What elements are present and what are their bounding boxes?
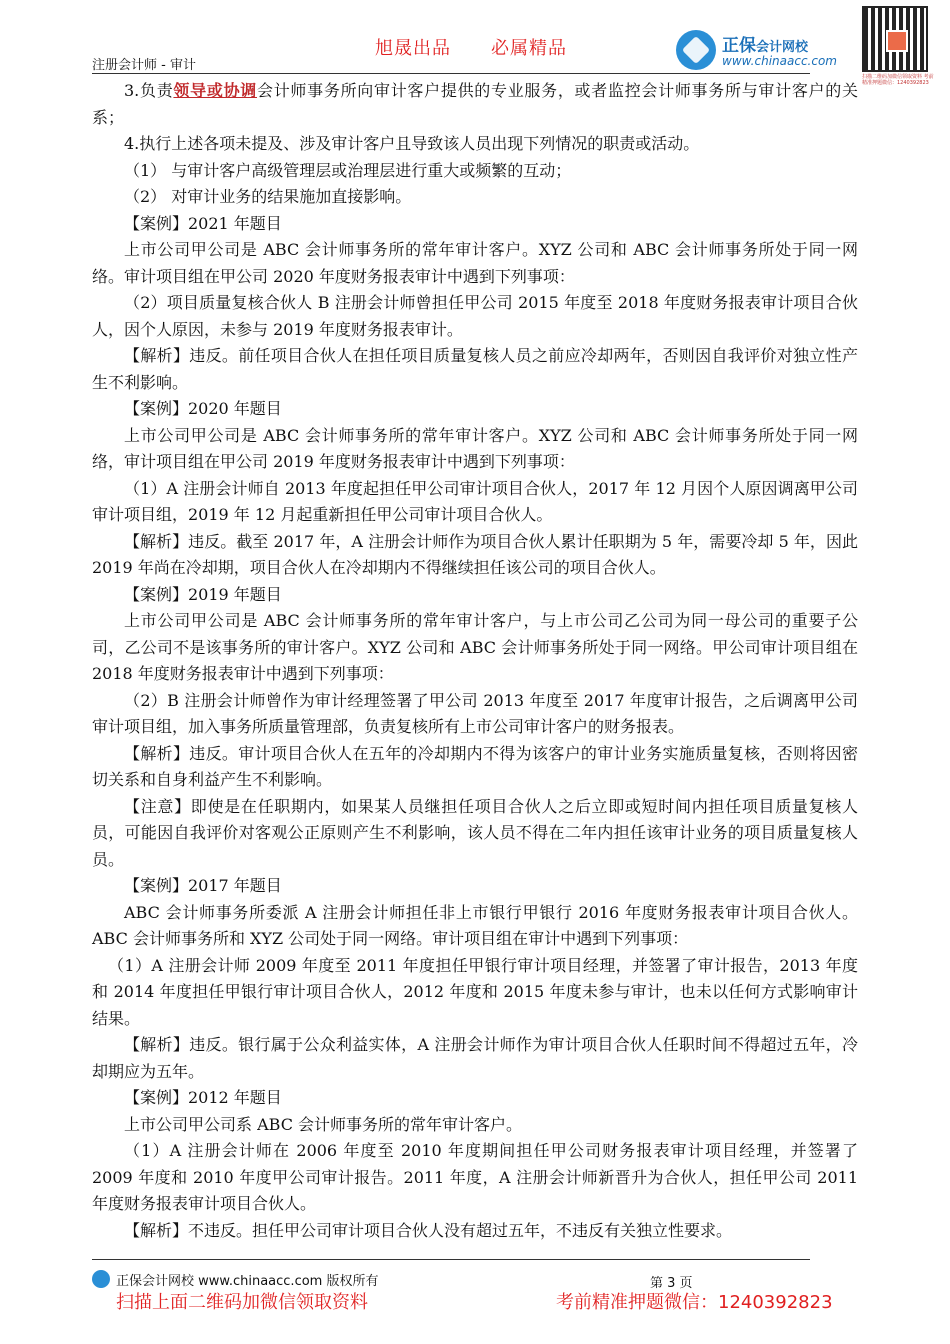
paragraph: 4.执行上述各项未提及、涉及审计客户且导致该人员出现下列情况的职责或活动。 [124,134,700,153]
paragraph [92,78,858,131]
paragraph: 上市公司甲公司是 ABC 会计师事务所的常年审计客户，与上市公司乙公司为同一母公司的重要子公司，乙公司不是该事务所的审计客户。XYZ 公司和 ABC 会计师事务所处于同一网络。甲公司审计项目组在 2018 年度财务报表审计中遇到下列事项： [92,611,858,683]
case-title: 【案例】2012 年题目 [124,1088,282,1107]
logo-url: www.chinaacc.com [722,54,837,68]
footer-logo-icon [92,1270,110,1288]
highlight-link[interactable]: 领导或协调 [173,81,257,100]
qr-caption: 扫描二维码加微信领取资料 考前精准押题微信：1240392823 [862,74,934,86]
case-title: 【案例】2019 年题目 [124,584,282,604]
text-span: 3.负责 [124,81,174,100]
case-title: 【案例】2017 年题目 [124,876,282,895]
case-title: 【案例】2020 年题目 [124,399,282,418]
logo-mark-icon [676,30,716,70]
footer-scan-text: 扫描上面二维码加微信领取资料 [116,1292,368,1313]
analysis: 【解析】违反。审计项目合伙人在五年的冷却期内不得为该客户的审计业务实施质量复核，否则将因密切关系和自身利益产生不利影响。 [92,743,858,789]
paragraph: 上市公司甲公司是 ABC 会计师事务所的常年审计客户。XYZ 公司和 ABC 会计师事务所处于同一网络，审计项目组在甲公司 2019 年度财务报表审计中遇到下列事项： [92,425,858,471]
paragraph: （1）A 注册会计师在 2006 年度至 2010 年度期间担任甲公司财务报表审计项目经理，并签署了 2009 年度和 2010 年度甲公司审计报告。2011 年度，A 注册会计师新晋升为合伙人，担任甲公司 2011 年度财务报表审计项目合伙人。 [92,1141,858,1213]
paragraph: （2） 对审计业务的结果施加直接影响。 [124,187,412,206]
paragraph: 上市公司甲公司系 ABC 会计师事务所的常年审计客户。 [124,1114,523,1134]
paragraph: （1）A 注册会计师 2009 年度至 2011 年度担任甲银行审计项目经理，并签署了审计报告，2013 年度和 2014 年度担任甲银行审计项目合伙人，2012 年度和 2015 年度未参与审计，也未以任何方式影响审计结果。 [92,955,858,1028]
brand-logo [676,28,846,74]
document-subtitle: 注册会计师 - 审计 [92,58,196,73]
slogan-left: 旭晟出品 [375,38,451,59]
paragraph: ABC 会计师事务所委派 A 注册会计师担任非上市银行甲银行 2016 年度财务报表审计项目合伙人。ABC 会计师事务所和 XYZ 公司处于同一网络。审计项目组在审计中遇到下列事项： [92,902,858,948]
paragraph: （2）项目质量复核合伙人 B 注册会计师曾担任甲公司 2015 年度至 2018 年度财务报表审计项目合伙人，因个人原因，未参与 2019 年度财务报表审计。 [92,293,858,339]
footer-copyright: 正保会计网校 www.chinaacc.com 版权所有 [116,1274,379,1289]
analysis: 【解析】违反。银行属于公众利益实体，A 注册会计师作为审计项目合伙人任职时间不得超过五年，冷却期应为五年。 [92,1035,858,1081]
logo-name: 正保 [722,36,756,56]
qr-badge-icon [886,30,908,52]
analysis: 【解析】违反。截至 2017 年，A 注册会计师作为项目合伙人累计任职期为 5 年，需要冷却 5 年，因此 2019 年尚在冷却期，项目合伙人在冷却期内不得继续担任该公司的项目合伙人。 [92,531,858,577]
paragraph: （2）B 注册会计师曾作为审计经理签署了甲公司 2013 年度至 2017 年度审计报告，之后调离甲公司审计项目组，加入事务所质量管理部，负责复核所有上市公司审计客户的财务报表。 [92,690,858,736]
paragraph: 上市公司甲公司是 ABC 会计师事务所的常年审计客户。XYZ 公司和 ABC 会计师事务所处于同一网络。审计项目组在甲公司 2020 年度财务报表审计中遇到下列事项： [92,240,858,286]
paragraph: （1） 与审计客户高级管理层或治理层进行重大或频繁的互动； [124,160,572,180]
analysis: 【解析】不违反。担任甲公司审计项目合伙人没有超过五年，不违反有关独立性要求。 [124,1220,733,1240]
note: 【注意】即使是在任职期内，如果某人员继担任项目合伙人之后立即或短时间内担任项目质量复核人员，可能因自我评价对客观公正原则产生不利影响，该人员不得在二年内担任该审计业务的项目质量复核人员。 [92,796,858,869]
case-title: 【案例】2021 年题目 [124,213,282,233]
text-span: 会计师事务所向审计客户提供的专业服务，或者监控会计师事务所与审计客户的关系； [92,81,858,127]
qr-code-icon [862,6,928,72]
paragraph: （1）A 注册会计师自 2013 年度起担任甲公司审计项目合伙人，2017 年 12 月因个人原因调离甲公司审计项目组，2019 年 12 月起重新担任甲公司审计项目合伙人。 [92,478,858,524]
analysis: 【解析】违反。前任项目合伙人在担任项目质量复核人员之前应冷却两年，否则因自我评价对独立性产生不利影响。 [92,346,858,392]
header-slogan [375,34,607,60]
footer-divider [92,1259,810,1260]
footer-wechat-text: 考前精准押题微信：1240392823 [556,1292,833,1313]
slogan-right: 必属精品 [491,38,567,59]
logo-name-suffix: 会计网校 [756,40,809,55]
document-body [92,78,858,1244]
page-number: 第 3 页 [650,1276,693,1291]
